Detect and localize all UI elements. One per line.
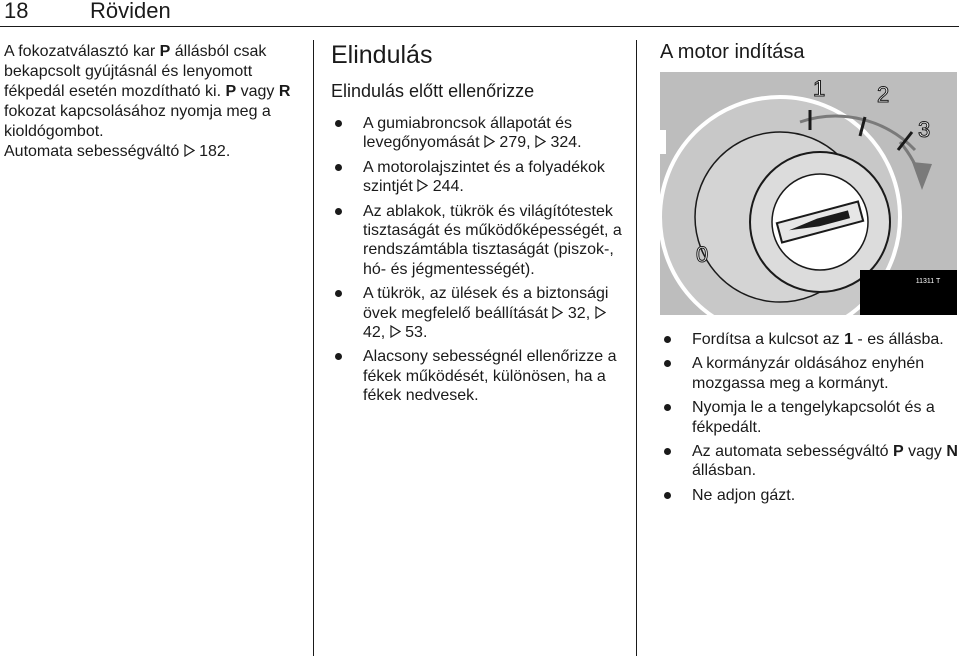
section-subtitle: Elindulás előtt ellenőrizze — [331, 81, 535, 101]
left-column — [4, 42, 304, 162]
page-ref-icon — [390, 323, 401, 342]
page-ref-icon — [184, 142, 195, 162]
page-reference[interactable]: 324. — [550, 134, 582, 152]
bullet-icon — [335, 353, 342, 360]
gear-selector-paragraph: A fokozatválasztó kar P állásból csak bekapcsolt gyújtásnál és lenyomott fékpedál esetén mozdítható ki. P vagy R fokozat kapcsolásához nyomja meg a kioldógombot. — [4, 43, 291, 140]
list-item: Az automata sebességváltó P vagy N állásban. — [660, 442, 959, 481]
list-item: Ne adjon gázt. — [660, 486, 959, 505]
bullet-icon — [664, 336, 671, 343]
bullet-icon — [664, 404, 671, 411]
bullet-icon — [664, 492, 671, 499]
page-reference[interactable]: 279, — [499, 134, 531, 152]
page-ref-icon — [535, 133, 546, 152]
right-column — [660, 40, 959, 64]
checklist-item: Alacsony sebességnél ellenőrizze a fékek működését, különösen, ha a fékek nedvesek. — [331, 347, 631, 405]
list-item: Fordítsa a kulcsot az 1 - es állásba. — [660, 330, 959, 349]
column-divider-right — [636, 40, 637, 656]
right-steps — [660, 330, 959, 510]
page-ref-icon — [552, 304, 563, 323]
checklist-item: A tükrök, az ülések és a biztonsági övek megfelelő beállítását 32, 42, 53. — [331, 284, 631, 342]
page-ref-icon — [595, 304, 606, 323]
position-1-label: 1 — [813, 76, 826, 101]
bullet-icon — [664, 448, 671, 455]
list-item: A kormányzár oldásához enyhén mozgassa meg a kormányt. — [660, 354, 959, 393]
header-rule — [0, 26, 959, 27]
page-ref-icon — [484, 133, 495, 152]
checklist-item: A gumiabroncsok állapotát és levegőnyomását 279, 324. — [331, 114, 631, 153]
engine-start-steps — [660, 330, 959, 505]
ignition-switch-figure — [660, 72, 957, 315]
checklist-item: Az ablakok, tükrök és világítótestek tisztaságát és működőképességét, a rendszámtábla tisztaságát (piszok-, hó- és jégmentességét). — [331, 202, 631, 280]
checklist-item: A motorolajszintet és a folyadékok szintjét 244. — [331, 158, 631, 197]
page-ref-icon — [417, 177, 428, 196]
bullet-icon — [335, 208, 342, 215]
page-reference[interactable]: 32, — [567, 304, 591, 322]
page-reference[interactable]: 42, — [363, 324, 386, 342]
page-reference[interactable]: 53. — [405, 324, 428, 342]
bullet-icon — [335, 164, 342, 171]
figure-code-box — [860, 270, 957, 315]
position-2-label: 2 — [877, 82, 890, 107]
page-header — [0, 0, 959, 26]
list-item: Nyomja le a tengelykapcsolót és a fékpedált. — [660, 398, 959, 437]
section-title-engine-start: A motor indítása — [660, 41, 805, 63]
bullet-icon — [335, 120, 342, 127]
bullet-icon — [664, 360, 671, 367]
section-title-starting: Elindulás — [331, 41, 433, 69]
position-3-label: 3 — [918, 117, 931, 142]
pre-start-checklist — [331, 114, 631, 406]
automatic-transmission-reference[interactable]: Automata sebességváltó 182. — [4, 143, 231, 160]
middle-column — [331, 40, 631, 411]
column-divider-left — [313, 40, 314, 656]
figure-code: 11311 T — [915, 278, 941, 285]
position-0-label: 0 — [696, 242, 709, 267]
bullet-icon — [335, 290, 342, 297]
page-number: 18 — [4, 0, 29, 23]
page-reference[interactable]: 244. — [432, 178, 464, 196]
chapter-title: Röviden — [90, 0, 171, 23]
